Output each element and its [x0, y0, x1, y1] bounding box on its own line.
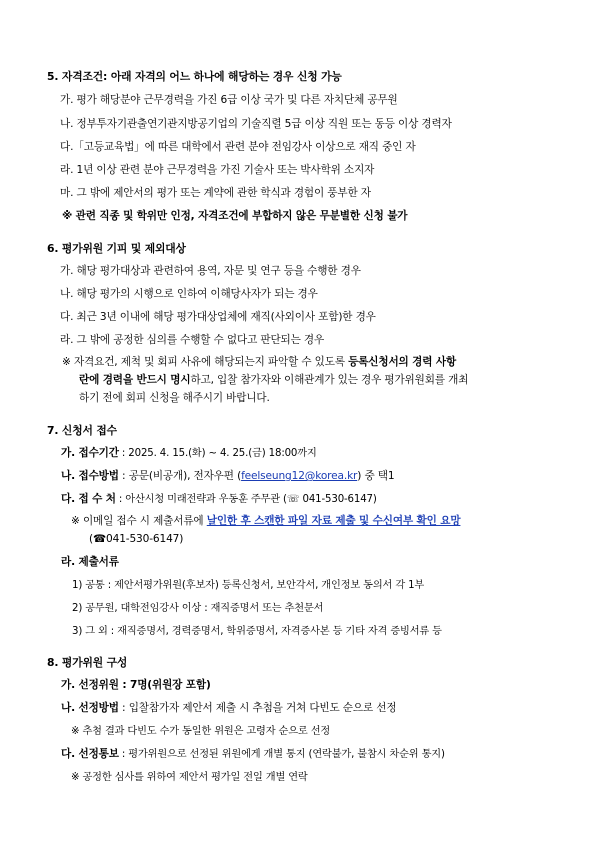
- s8-select: [61, 679, 211, 692]
- s7-email-note: [71, 515, 460, 528]
- s6-note-c: 란에 경력을 반드시 명시: [79, 374, 191, 386]
- s6-note-line-1: [62, 356, 456, 369]
- s7-email-note-phone: (☎041-530-6147): [89, 533, 184, 545]
- s7-doc-1: 1) 공통 : 제안서평가위원(후보자) 등록신청서, 보안각서, 개인정보 동의서 각 1부: [72, 580, 425, 591]
- s6-item-ra: 라. 그 밖에 공정한 심의를 수행할 수 없다고 판단되는 경우: [60, 334, 325, 346]
- section-7-title: 7. 신청서 접수: [47, 424, 117, 437]
- s7-method-post: ) 중 택1: [357, 470, 395, 482]
- s6-note-a: ※ 자격요건, 제척 및 회피 사유에 해당되는지 파악할 수 있도록: [62, 356, 349, 368]
- s6-item-ga: 가. 해당 평가대상과 관련하여 용역, 자문 및 연구 등을 수행한 경우: [60, 265, 361, 277]
- s7-email-note-a: ※ 이메일 접수 시 제출서류에: [71, 515, 207, 527]
- s7-place: [61, 493, 377, 506]
- s6-note-line-2: [79, 374, 468, 387]
- s7-doc-3: 3) 그 외 : 재직증명서, 경력증명서, 학위증명서, 자격증사본 등 기타 자격 증빙서류 등: [72, 626, 442, 637]
- s5-note: ※ 관련 직종 및 학위만 인정, 자격조건에 부합하지 않은 무분별한 신청 불가: [62, 210, 408, 222]
- s6-note-line-3: 하기 전에 회피 신청을 해주시기 바랍니다.: [79, 392, 270, 404]
- s8-notify: [61, 748, 445, 761]
- s5-item-ra: 라. 1년 이상 관련 분야 근무경력을 가진 기술사 또는 박사학위 소지자: [60, 164, 375, 176]
- s6-note-b: 등록신청서의 경력 사항: [348, 356, 457, 368]
- s6-note-d: 하고, 입찰 참가자와 이해관계가 있는 경우 평가위원회를 개최: [190, 374, 469, 386]
- s5-item-da: 다.「고등교육법」에 따른 대학에서 관련 분야 전임강사 이상으로 재직 중인 자: [60, 141, 416, 153]
- s7-method-pre: : 공문(비공개), 전자우편 (: [118, 470, 242, 482]
- s5-item-ga: 가. 평가 해당분야 근무경력을 가진 6급 이상 국가 및 다른 자치단체 공무원: [60, 94, 398, 106]
- email-link[interactable]: feelseung12@korea.kr: [241, 470, 358, 482]
- s7-doc-2: 2) 공무원, 대학전임강사 이상 : 재직증명서 또는 추천문서: [72, 603, 324, 614]
- s6-item-da: 다. 최근 3년 이내에 해당 평가대상업체에 재직(사외이사 포함)한 경우: [60, 311, 376, 323]
- s6-item-na: 나. 해당 평가의 시행으로 인하여 이해당사자가 되는 경우: [60, 288, 318, 300]
- s8-select-label: 가. 선정위원: [61, 679, 119, 691]
- s7-email-note-b[interactable]: 날인한 후 스캔한 파일 자료 제출 및 수신여부 확인 요망: [206, 515, 461, 527]
- s5-item-ma: 마. 그 밖에 제안서의 평가 또는 계약에 관한 학식과 경험이 풍부한 자: [60, 187, 371, 199]
- s8-method-value: : 입찰참가자 제안서 제출 시 추첨을 거쳐 다빈도 순으로 선정: [118, 702, 397, 714]
- s8-method: [61, 702, 396, 715]
- s7-method-label: 나. 접수방법: [61, 470, 119, 482]
- s8-select-value: : 7명(위원장 포함): [118, 679, 211, 691]
- s7-method: [61, 470, 394, 483]
- s7-place-value: : 아산시청 미래전략과 우동훈 주무관 (☏ 041-530-6147): [115, 494, 377, 505]
- s7-period-label: 가. 접수기간: [61, 447, 119, 459]
- s8-method-note: ※ 추첨 결과 다빈도 수가 동일한 위원은 고령자 순으로 선정: [71, 726, 331, 737]
- s8-method-label: 나. 선정방법: [61, 702, 119, 714]
- s7-period-value: : 2025. 4. 15.(화) ~ 4. 25.(금) 18:00까지: [118, 448, 317, 459]
- s7-place-label: 다. 접 수 처: [61, 493, 116, 505]
- section-5-title: 5. 자격조건: 아래 자격의 어느 하나에 해당하는 경우 신청 가능: [47, 70, 342, 83]
- s7-period: [61, 447, 317, 460]
- s5-item-na: 나. 정부투자기관출연기관지방공기업의 기술직렬 5급 이상 직원 또는 동등 이상 경력자: [60, 118, 452, 130]
- s8-notify-note: ※ 공정한 심사를 위하여 제안서 평가일 전일 개별 연락: [71, 772, 308, 783]
- s7-docs-label: 라. 제출서류: [61, 556, 119, 568]
- section-8-title: 8. 평가위원 구성: [47, 656, 128, 669]
- section-6-title: 6. 평가위원 기피 및 제외대상: [47, 242, 186, 255]
- s8-notify-label: 다. 선정통보: [61, 748, 119, 760]
- s8-notify-value: : 평가위원으로 선정된 위원에게 개별 통지 (연락불가, 불참시 차순위 통지): [118, 749, 445, 760]
